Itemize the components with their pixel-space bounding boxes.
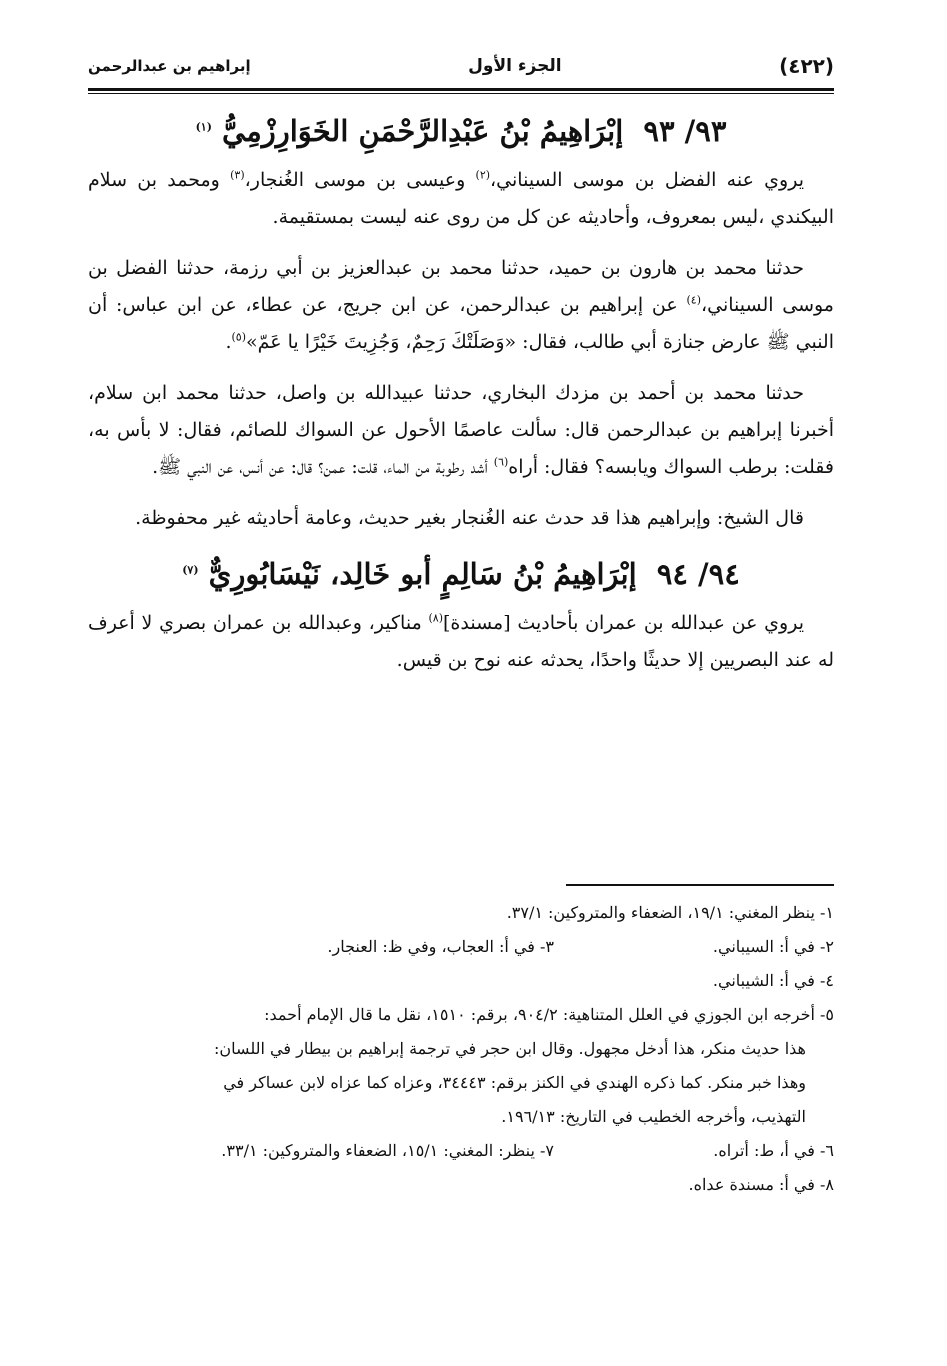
paragraph [88,250,834,361]
paragraph [88,375,834,486]
footnote: ٤- في أ: الشيباني. [712,971,834,990]
text-run: حدثنا محمد بن أحمد بن مزدك البخاري، حدثنا عبيدالله بن واصل، حدثنا محمد ابن سلام، أخبرنا إبراهيم بن عبدالرحمن قال: سألت عاصمًا الأحول عن السواك للصائم، فقال: لا بأس به، فقلت: برطب السواك ويابسه؟ فقال: أراه [88,382,834,478]
entry-title [88,108,834,154]
footnote-mark: (٧) [182,563,199,577]
main-text [88,108,834,693]
footnote-mark: (٨) [428,611,443,625]
text-run: ومحمد بن سلام البيكندي ،ليس بمعروف، وأحاديثه عن كل من روى عنه ليست بمستقيمة. [88,169,834,228]
footnote: ٣- في أ: العجاب، وفي ظ: العنجار. [327,937,554,956]
footnote: ١- ينظر المغني: ١٩/١، الضعفاء والمتروكين: ٣٧/١. [506,903,834,922]
footnote-rule [566,884,834,886]
footnote-mark: (٣) [230,168,245,182]
entry-title [88,551,834,597]
text-run: قال الشيخ: وإبراهيم هذا قد حدث عنه الغُنجار بغير حديث، وعامة أحاديثه غير محفوظة. [135,507,804,529]
text-run: . [225,331,232,353]
footnote: ٢- في أ: السيباني. [712,937,834,956]
running-header [88,44,834,88]
entry-number: ٩٤/ ٩٤ [656,557,740,591]
footnote-row [88,1134,834,1168]
paragraph [88,162,834,236]
entry-number: ٩٣/ ٩٣ [643,114,727,148]
footnote-continuation: وهذا خبر منكر. كما ذكره الهندي في الكنز برقم: ٣٤٤٤٣، وعزاه كما عزاه لابن عساكر في [223,1073,806,1092]
header-rule-thin [88,93,834,94]
footnote: ٧- ينظر: المغني: ١٥/١، الضعفاء والمتروكين: ٣٣/١. [221,1141,554,1160]
paragraph [88,605,834,679]
entry-name: إبْرَاهِيمُ بْنُ سَالِمٍ أبو خَالِد، نَيْسَابُورِيٌّ [208,557,637,591]
footnote-mark: (٦) [493,455,509,469]
footnote-mark: (٤) [686,293,701,307]
text-run: مناكير، وعبدالله بن عمران بصري لا أعرف له عند البصريين إلا حديثًا واحدًا، يحدثه عنه نوح بن قيس. [88,612,834,671]
footnote-mark: (١) [195,120,212,134]
footnote: ٥- أخرجه ابن الجوزي في العلل المتناهية: ٩٠٤/٢، برقم: ١٥١٠، نقل ما قال الإمام أحمد: [264,1005,834,1024]
text-run: حدثنا محمد بن هارون بن حميد، حدثنا محمد بن عبدالعزيز بن أبي رزمة، حدثنا الفضل بن موسى السيناني، [88,257,834,316]
header-rule [88,88,834,91]
text-run: يروي عن عبدالله بن عمران بأحاديث [مسندة] [443,612,804,634]
footnote-row [88,930,834,964]
volume-title: الجزء الأول [468,56,562,76]
footnote-continuation: التهذيب، وأخرجه الخطيب في التاريخ: ١٩٦/١٣. [501,1107,806,1126]
text-run: وعيسى بن موسى الغُنجار، [244,169,476,191]
running-author: إبراهيم بن عبدالرحمن [88,57,251,75]
footnote-continuation: هذا حديث منكر، هذا أدخل مجهول. وقال ابن حجر في ترجمة إبراهيم بن بيطار في اللسان: [214,1039,806,1058]
text-run: يروي عنه الفضل بن موسى السيناني، [490,169,804,191]
footnote: ٦- في أ، ط: أتراه. [713,1141,834,1160]
entry-name: إبْرَاهِيمُ بْنُ عَبْدِالرَّحْمَنِ الخَوَارِزْمِيُّ [222,114,624,148]
text-run: أشد رطوبة من الماء، قلت: عمن؟ قال: عن أنس، عن النبي ﷺ. [152,456,494,478]
footnotes [88,884,834,1202]
text-run: عن إبراهيم بن عبدالرحمن، عن ابن جريج، عن عطاء، عن ابن عباس: أن النبي ﷺ عارض جنازة أبي طالب، فقال: «وَصَلَتْكَ رَحِمٌ، وَجُزِيتَ خَيْرًا يا عَمّ» [88,294,834,353]
footnote-mark: (٢) [475,168,491,182]
page-number: (٤٢٢) [779,54,834,78]
paragraph [88,500,834,537]
footnote: ٨- في أ: مسندة عداه. [688,1175,834,1194]
footnote-mark: (٥) [231,330,246,344]
